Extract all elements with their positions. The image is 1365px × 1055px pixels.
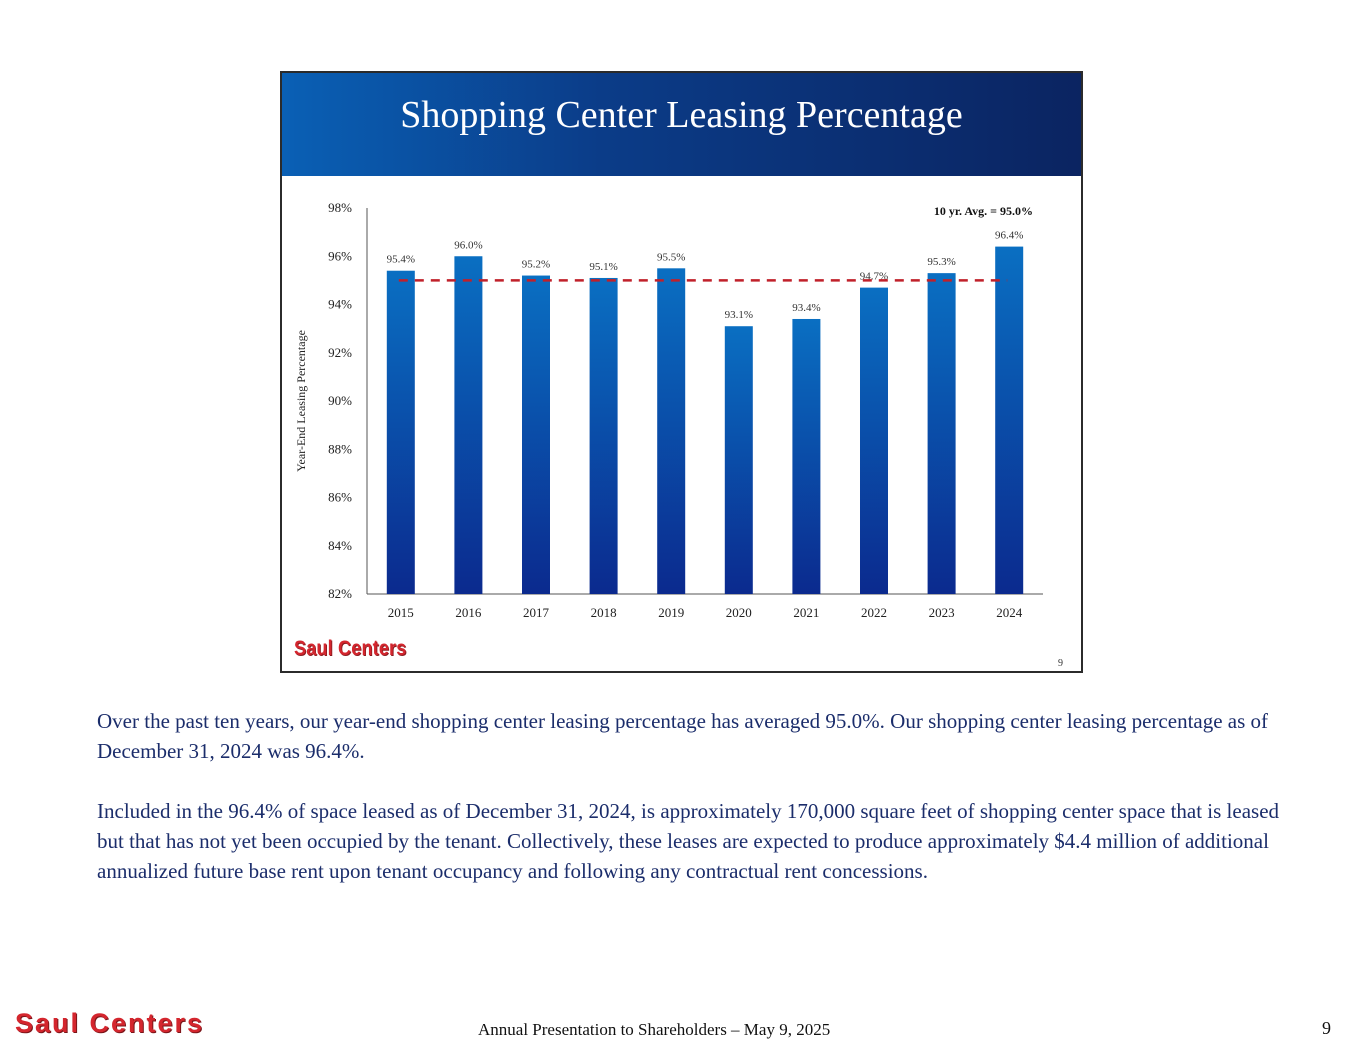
- bar: [860, 288, 888, 594]
- summary-paragraph-2: Included in the 96.4% of space leased as of December 31, 2024, is approximately 170,000 square feet of shopping center space that is leased but that has not yet been occupied by the tenant. Collectively, these leases are expected to produce approximately $4.4 million of additional annualized future base rent upon tenant occupancy and following any contractual rent concessions.: [97, 799, 1280, 883]
- bar-value-label: 96.0%: [454, 239, 483, 252]
- bar-value-label: 94.7%: [859, 270, 889, 283]
- y-tick-label: 94%: [328, 296, 352, 312]
- x-tick-label: 2022: [861, 605, 887, 620]
- bar-value-label: 93.1%: [724, 309, 754, 322]
- x-tick-label: 2017: [523, 605, 549, 620]
- x-tick-label: 2021: [793, 605, 820, 620]
- x-tick-label: 2018: [590, 605, 617, 620]
- bar-value-label: 95.1%: [589, 260, 618, 273]
- x-tick-label: 2019: [658, 605, 685, 620]
- y-tick-label: 98%: [328, 200, 352, 215]
- bar-value-label: 95.5%: [656, 251, 686, 264]
- bar-value-label: 95.4%: [386, 253, 416, 266]
- y-axis-label: Year-End Leasing Percentage: [294, 330, 308, 472]
- bar: [725, 326, 753, 594]
- footer-page-number: 9: [1322, 1018, 1331, 1038]
- average-label: 10 yr. Avg. = 95.0%: [933, 204, 1033, 218]
- y-tick-label: 86%: [328, 489, 352, 505]
- chart-slide: [280, 71, 1083, 673]
- slide-logo: Saul Centers: [294, 637, 407, 660]
- x-tick-label: 2016: [455, 605, 482, 620]
- x-tick-label: 2020: [725, 605, 752, 620]
- bar: [995, 247, 1023, 594]
- x-tick-label: 2024: [996, 605, 1023, 620]
- bar: [657, 268, 685, 594]
- bar: [792, 319, 820, 594]
- y-tick-label: 88%: [328, 441, 352, 457]
- leasing-bar-chart: [282, 73, 1081, 671]
- slide-title: Shopping Center Leasing Percentage: [400, 94, 963, 136]
- x-tick-label: 2015: [387, 605, 414, 620]
- y-tick-label: 92%: [328, 344, 352, 360]
- slide-page-number: 9: [1058, 658, 1063, 669]
- footer-logo: Saul Centers: [15, 1008, 205, 1038]
- x-tick-label: 2023: [928, 605, 955, 620]
- footer-caption: Annual Presentation to Shareholders – May 9, 2025: [478, 1020, 831, 1039]
- summary-paragraph-1: Over the past ten years, our year-end shopping center leasing percentage has averaged 95.0%. Our shopping center leasing percentage as of December 31, 2024 was 96.4%.: [97, 709, 1269, 763]
- bar-value-label: 93.4%: [792, 301, 821, 314]
- y-tick-label: 84%: [328, 537, 352, 553]
- y-tick-label: 96%: [328, 248, 352, 264]
- bar-value-label: 95.2%: [521, 258, 551, 271]
- bar: [522, 276, 550, 594]
- bar: [928, 273, 956, 594]
- bar: [454, 256, 482, 594]
- bar: [387, 271, 415, 594]
- bar: [590, 278, 618, 594]
- bar-value-label: 96.4%: [994, 229, 1024, 242]
- bar-value-label: 95.3%: [927, 256, 956, 269]
- y-tick-label: 90%: [328, 393, 352, 408]
- y-tick-label: 82%: [328, 586, 352, 601]
